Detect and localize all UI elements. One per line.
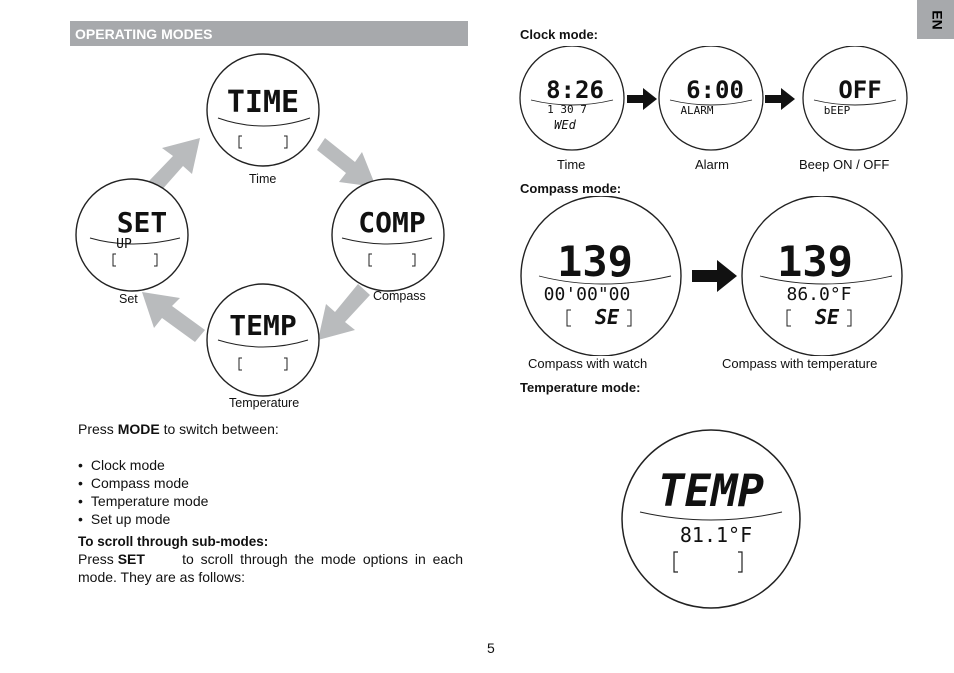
submodes-rest: to scroll through the mode options in each <box>182 551 463 567</box>
clock-alarm-main: 6:00 <box>686 76 744 104</box>
submodes-heading: To scroll through sub-modes: <box>78 534 269 549</box>
watch-compass <box>332 179 444 291</box>
compass-watch-line2: 00'00"00 <box>543 284 631 305</box>
set-display: SET <box>116 206 168 239</box>
temp-mode-line2: 81.1°F <box>679 523 753 547</box>
clock-beep-line2: bEEP <box>823 104 851 117</box>
list-item: • Clock mode <box>78 456 208 474</box>
caption-time: Time <box>249 172 277 186</box>
page-number: 5 <box>487 640 495 656</box>
caption-clock-alarm: Alarm <box>695 157 729 172</box>
intro-key: MODE <box>117 421 160 437</box>
clock-time-main: 8:26 <box>546 76 604 104</box>
submodes-line1 <box>78 550 463 568</box>
compass-temp-line2: 86.0°F <box>786 284 852 305</box>
arrow-alarm-to-beep <box>765 88 795 110</box>
watch-clock-time <box>520 46 624 150</box>
watch-temperature <box>207 284 319 396</box>
clock-mode-heading: Clock mode: <box>520 27 599 42</box>
caption-compass-watch: Compass with watch <box>528 356 648 371</box>
caption-clock-beep: Beep ON / OFF <box>799 157 890 172</box>
caption-set: Set <box>119 292 138 306</box>
arrow-temp-to-set <box>142 292 205 342</box>
caption-compass-temp: Compass with temperature <box>722 356 878 371</box>
watch-compass-watch <box>521 196 681 356</box>
mode-cycle-diagram <box>70 50 470 415</box>
list-item: • Temperature mode <box>78 492 208 510</box>
temperature-mode-heading: Temperature mode: <box>520 380 641 395</box>
temperature-mode-diagram <box>620 428 802 612</box>
clock-mode-diagram <box>515 46 915 156</box>
watch-time <box>207 54 319 166</box>
submodes-key: SET <box>117 551 145 567</box>
arrow-time-to-compass <box>317 138 376 187</box>
clock-beep-main: OFF <box>838 76 882 104</box>
list-item: • Set up mode <box>78 510 208 528</box>
section-title: OPERATING MODES <box>75 26 213 42</box>
clock-alarm-line2: ALARM <box>680 104 714 117</box>
language-tab-label: EN <box>929 10 946 30</box>
clock-time-line2: 1 30 7 <box>547 103 587 116</box>
watch-compass-temp <box>742 196 902 356</box>
caption-clock-time: Time <box>557 157 586 172</box>
intro-text <box>78 420 279 438</box>
temp-mode-main: TEMP <box>658 466 764 517</box>
arrow-time-to-alarm <box>627 88 657 110</box>
submodes-prefix: Press <box>78 551 118 567</box>
compass-watch-line3: SE <box>594 305 620 329</box>
compass-display: COMP <box>358 206 426 239</box>
watch-set <box>76 179 188 291</box>
set-sub-display: UP <box>116 237 132 252</box>
section-header <box>70 21 468 46</box>
compass-watch-main: 139 <box>557 237 633 286</box>
language-tab <box>917 0 954 39</box>
clock-time-line3: WEd <box>554 118 576 132</box>
watch-clock-alarm <box>659 46 763 150</box>
arrow-compass-to-temp <box>318 284 370 340</box>
list-item: • Compass mode <box>78 474 208 492</box>
temperature-display: TEMP <box>229 309 297 342</box>
time-display: TIME <box>226 85 300 120</box>
compass-temp-line3: SE <box>814 305 840 329</box>
intro-prefix: Press <box>78 421 118 437</box>
compass-temp-main: 139 <box>777 237 853 286</box>
compass-mode-heading: Compass mode: <box>520 181 622 196</box>
compass-mode-diagram <box>515 196 915 356</box>
caption-compass: Compass <box>373 289 426 303</box>
caption-temperature: Temperature <box>229 396 300 410</box>
intro-suffix: to switch between: <box>159 421 279 437</box>
submodes-line2: mode. They are as follows: <box>78 569 246 585</box>
arrow-compass-watch-to-temp <box>692 260 737 292</box>
watch-clock-beep <box>803 46 907 150</box>
submodes-line1-start <box>78 550 145 568</box>
submodes-text <box>78 550 463 586</box>
modes-list <box>78 456 208 528</box>
